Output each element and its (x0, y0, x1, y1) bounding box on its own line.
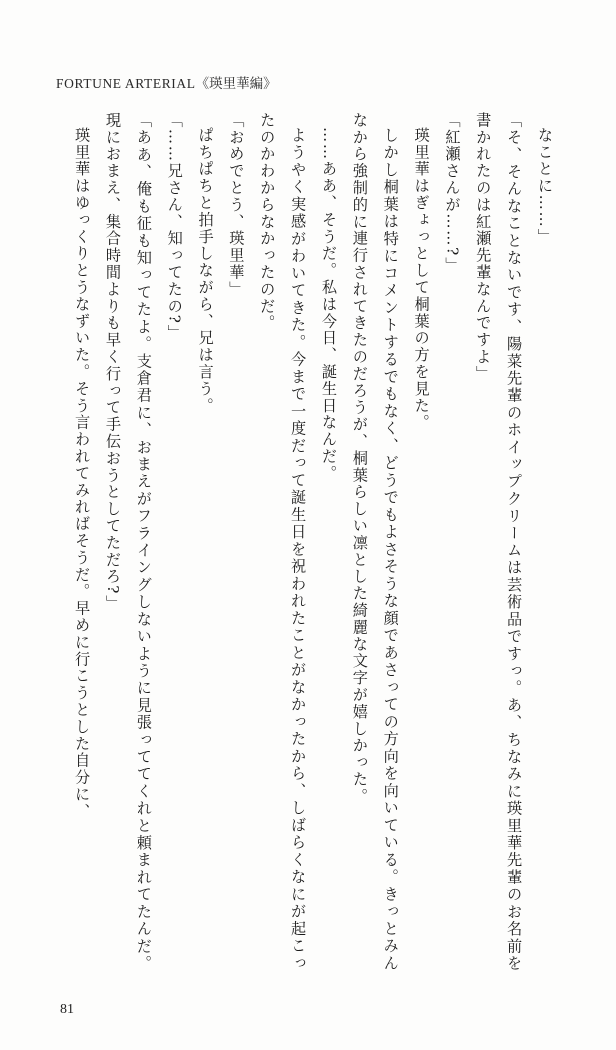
body-paragraph: なことに……」 (536, 127, 554, 246)
body-paragraph: 「……兄さん、知ってたの?」 (165, 112, 184, 342)
body-paragraph: ぱちぱちと拍手しながら、兄は言う。 (196, 127, 215, 415)
body-paragraph: ……ああ、そうだ。私は今日、誕生日なんだ。 (319, 127, 338, 483)
body-paragraph: 「ああ、俺も征も知ってたよ。支倉君に、おまえがフライングしないように見張っててくれと頼まれてたんだ。現におまえ、集合時間よりも早く行って手伝おうとしてただろ?」 (103, 112, 153, 972)
running-head (56, 72, 277, 92)
running-head-volume: 《瑛里華編》 (195, 76, 277, 92)
body-paragraph: 「そ、そんなことないです、陽菜先輩のホイップクリームは芸術品ですっ。あ、ちなみに瑛里華先輩のお名前を書かれたのは紅瀬先輩なんですよ」 (474, 112, 524, 972)
running-head-series: FORTUNE ARTERIAL (56, 76, 196, 91)
body-paragraph: 「おめでとう、瑛里華」 (227, 112, 246, 298)
page-body-text (52, 112, 560, 972)
page-number: 81 (60, 1002, 74, 1017)
body-paragraph: 「紅瀬さんが……?」 (443, 112, 462, 274)
body-paragraph: 瑛里華はゆっくりとうなずいた。そう言われてみればそうだ。早めに行こうとした自分に、 (73, 127, 92, 821)
body-paragraph: 瑛里華はぎょっとして桐葉の方を見た。 (412, 127, 431, 432)
body-paragraph: しかし桐葉は特にコメントするでもなく、どうでもよさそうな顔であさっての方向を向いている。きっとみんなから強制的に連行されてきたのだろうが、桐葉らしい凛とした綺麗な文字が嬉しかった。 (350, 112, 400, 972)
body-paragraph: ようやく実感がわいてきた。今まで一度だって誕生日を祝われたことがなかったから、しばらくなにが起こったのかわからなかったのだ。 (258, 112, 308, 972)
